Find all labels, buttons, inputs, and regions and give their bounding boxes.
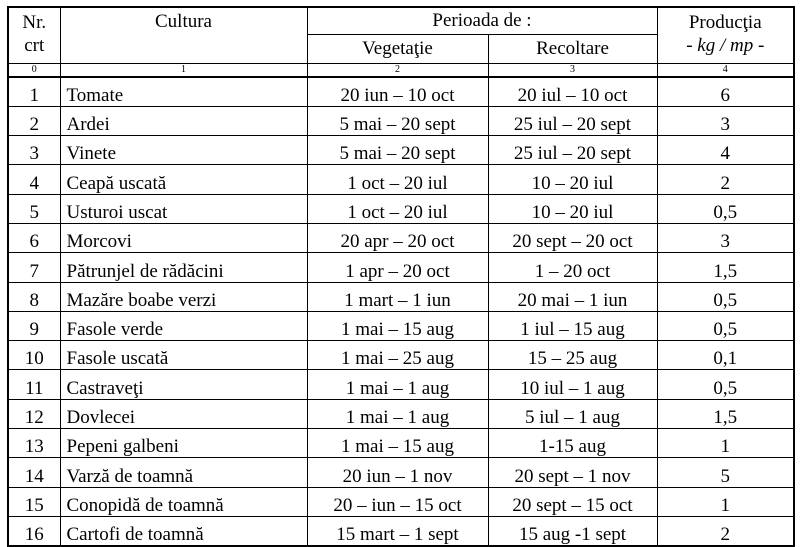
header-productia-unit: - kg / mp - <box>686 34 765 56</box>
cell-vegetatie: 20 iun – 10 oct <box>307 77 488 107</box>
table-row <box>8 370 794 399</box>
table-body <box>8 77 794 547</box>
cell-nr: 13 <box>8 429 60 458</box>
column-index-cell: 4 <box>657 63 794 77</box>
table-row <box>8 165 794 194</box>
cell-vegetatie: 1 mart – 1 iun <box>307 282 488 311</box>
cell-cultura: Dovlecei <box>60 399 307 428</box>
cell-recoltare: 1 iul – 15 aug <box>488 311 657 340</box>
cell-cultura: Pepeni galbeni <box>60 429 307 458</box>
cell-nr: 8 <box>8 282 60 311</box>
cell-vegetatie: 1 mai – 15 aug <box>307 429 488 458</box>
crop-table <box>7 6 795 547</box>
cell-productia: 0,5 <box>657 370 794 399</box>
column-index-row <box>8 63 794 77</box>
table-row <box>8 77 794 107</box>
cell-recoltare: 20 mai – 1 iun <box>488 282 657 311</box>
cell-vegetatie: 1 mai – 1 aug <box>307 370 488 399</box>
header-cultura: Cultura <box>60 7 307 63</box>
cell-productia: 3 <box>657 223 794 252</box>
cell-recoltare: 25 iul – 20 sept <box>488 106 657 135</box>
column-index-cell: 1 <box>60 63 307 77</box>
header-crt: crt <box>24 34 45 56</box>
cell-cultura: Ceapă uscată <box>60 165 307 194</box>
cell-productia: 1,5 <box>657 253 794 282</box>
cell-productia: 1,5 <box>657 399 794 428</box>
cell-vegetatie: 20 apr – 20 oct <box>307 223 488 252</box>
crop-table-container <box>7 6 795 547</box>
table-row <box>8 399 794 428</box>
cell-vegetatie: 1 oct – 20 iul <box>307 194 488 223</box>
cell-cultura: Morcovi <box>60 223 307 252</box>
table-row <box>8 194 794 223</box>
cell-cultura: Conopidă de toamnă <box>60 487 307 516</box>
cell-nr: 4 <box>8 165 60 194</box>
cell-nr: 15 <box>8 487 60 516</box>
cell-recoltare: 10 – 20 iul <box>488 165 657 194</box>
cell-cultura: Ardei <box>60 106 307 135</box>
cell-vegetatie: 1 mai – 25 aug <box>307 341 488 370</box>
cell-nr: 16 <box>8 516 60 546</box>
cell-vegetatie: 20 iun – 1 nov <box>307 458 488 487</box>
cell-nr: 7 <box>8 253 60 282</box>
cell-cultura: Fasole verde <box>60 311 307 340</box>
cell-recoltare: 20 sept – 1 nov <box>488 458 657 487</box>
cell-nr: 2 <box>8 106 60 135</box>
table-row <box>8 458 794 487</box>
cell-recoltare: 20 iul – 10 oct <box>488 77 657 107</box>
cell-productia: 4 <box>657 136 794 165</box>
header-perioada: Perioada de : <box>307 7 657 34</box>
cell-nr: 3 <box>8 136 60 165</box>
cell-nr: 9 <box>8 311 60 340</box>
cell-productia: 6 <box>657 77 794 107</box>
cell-recoltare: 10 iul – 1 aug <box>488 370 657 399</box>
table-row <box>8 311 794 340</box>
table-row <box>8 253 794 282</box>
cell-recoltare: 10 – 20 iul <box>488 194 657 223</box>
cell-productia: 1 <box>657 487 794 516</box>
cell-productia: 0,5 <box>657 282 794 311</box>
cell-cultura: Tomate <box>60 77 307 107</box>
cell-productia: 1 <box>657 429 794 458</box>
column-index-cell: 0 <box>8 63 60 77</box>
cell-recoltare: 15 aug -1 sept <box>488 516 657 546</box>
cell-recoltare: 20 sept – 15 oct <box>488 487 657 516</box>
cell-productia: 2 <box>657 165 794 194</box>
header-nr: Nr. <box>22 12 47 33</box>
cell-vegetatie: 1 apr – 20 oct <box>307 253 488 282</box>
cell-productia: 3 <box>657 106 794 135</box>
cell-vegetatie: 1 oct – 20 iul <box>307 165 488 194</box>
cell-productia: 0,1 <box>657 341 794 370</box>
cell-vegetatie: 5 mai – 20 sept <box>307 136 488 165</box>
cell-recoltare: 1-15 aug <box>488 429 657 458</box>
header-vegetatie: Vegetaţie <box>307 34 488 63</box>
cell-cultura: Castraveţi <box>60 370 307 399</box>
table-row <box>8 106 794 135</box>
cell-productia: 0,5 <box>657 311 794 340</box>
cell-cultura: Cartofi de toamnă <box>60 516 307 546</box>
cell-productia: 2 <box>657 516 794 546</box>
table-row <box>8 223 794 252</box>
cell-vegetatie: 20 – iun – 15 oct <box>307 487 488 516</box>
cell-recoltare: 25 iul – 20 sept <box>488 136 657 165</box>
cell-vegetatie: 1 mai – 15 aug <box>307 311 488 340</box>
cell-nr: 11 <box>8 370 60 399</box>
header-nr-crt <box>8 7 60 63</box>
cell-cultura: Pătrunjel de rădăcini <box>60 253 307 282</box>
cell-nr: 5 <box>8 194 60 223</box>
table-row <box>8 136 794 165</box>
cell-nr: 6 <box>8 223 60 252</box>
header-productia-label: Producţia <box>688 12 762 33</box>
header-productia <box>657 7 794 63</box>
table-row <box>8 487 794 516</box>
header-recoltare: Recoltare <box>488 34 657 63</box>
cell-recoltare: 20 sept – 20 oct <box>488 223 657 252</box>
cell-cultura: Usturoi uscat <box>60 194 307 223</box>
table-row <box>8 341 794 370</box>
cell-recoltare: 5 iul – 1 aug <box>488 399 657 428</box>
cell-vegetatie: 1 mai – 1 aug <box>307 399 488 428</box>
cell-vegetatie: 15 mart – 1 sept <box>307 516 488 546</box>
cell-recoltare: 15 – 25 aug <box>488 341 657 370</box>
cell-nr: 12 <box>8 399 60 428</box>
cell-cultura: Mazăre boabe verzi <box>60 282 307 311</box>
cell-nr: 14 <box>8 458 60 487</box>
cell-nr: 1 <box>8 77 60 107</box>
cell-vegetatie: 5 mai – 20 sept <box>307 106 488 135</box>
column-index-cell: 3 <box>488 63 657 77</box>
cell-productia: 5 <box>657 458 794 487</box>
cell-cultura: Varză de toamnă <box>60 458 307 487</box>
table-row <box>8 429 794 458</box>
table-row <box>8 282 794 311</box>
cell-recoltare: 1 – 20 oct <box>488 253 657 282</box>
table-row <box>8 516 794 546</box>
cell-productia: 0,5 <box>657 194 794 223</box>
cell-cultura: Fasole uscată <box>60 341 307 370</box>
column-index-cell: 2 <box>307 63 488 77</box>
cell-cultura: Vinete <box>60 136 307 165</box>
cell-nr: 10 <box>8 341 60 370</box>
